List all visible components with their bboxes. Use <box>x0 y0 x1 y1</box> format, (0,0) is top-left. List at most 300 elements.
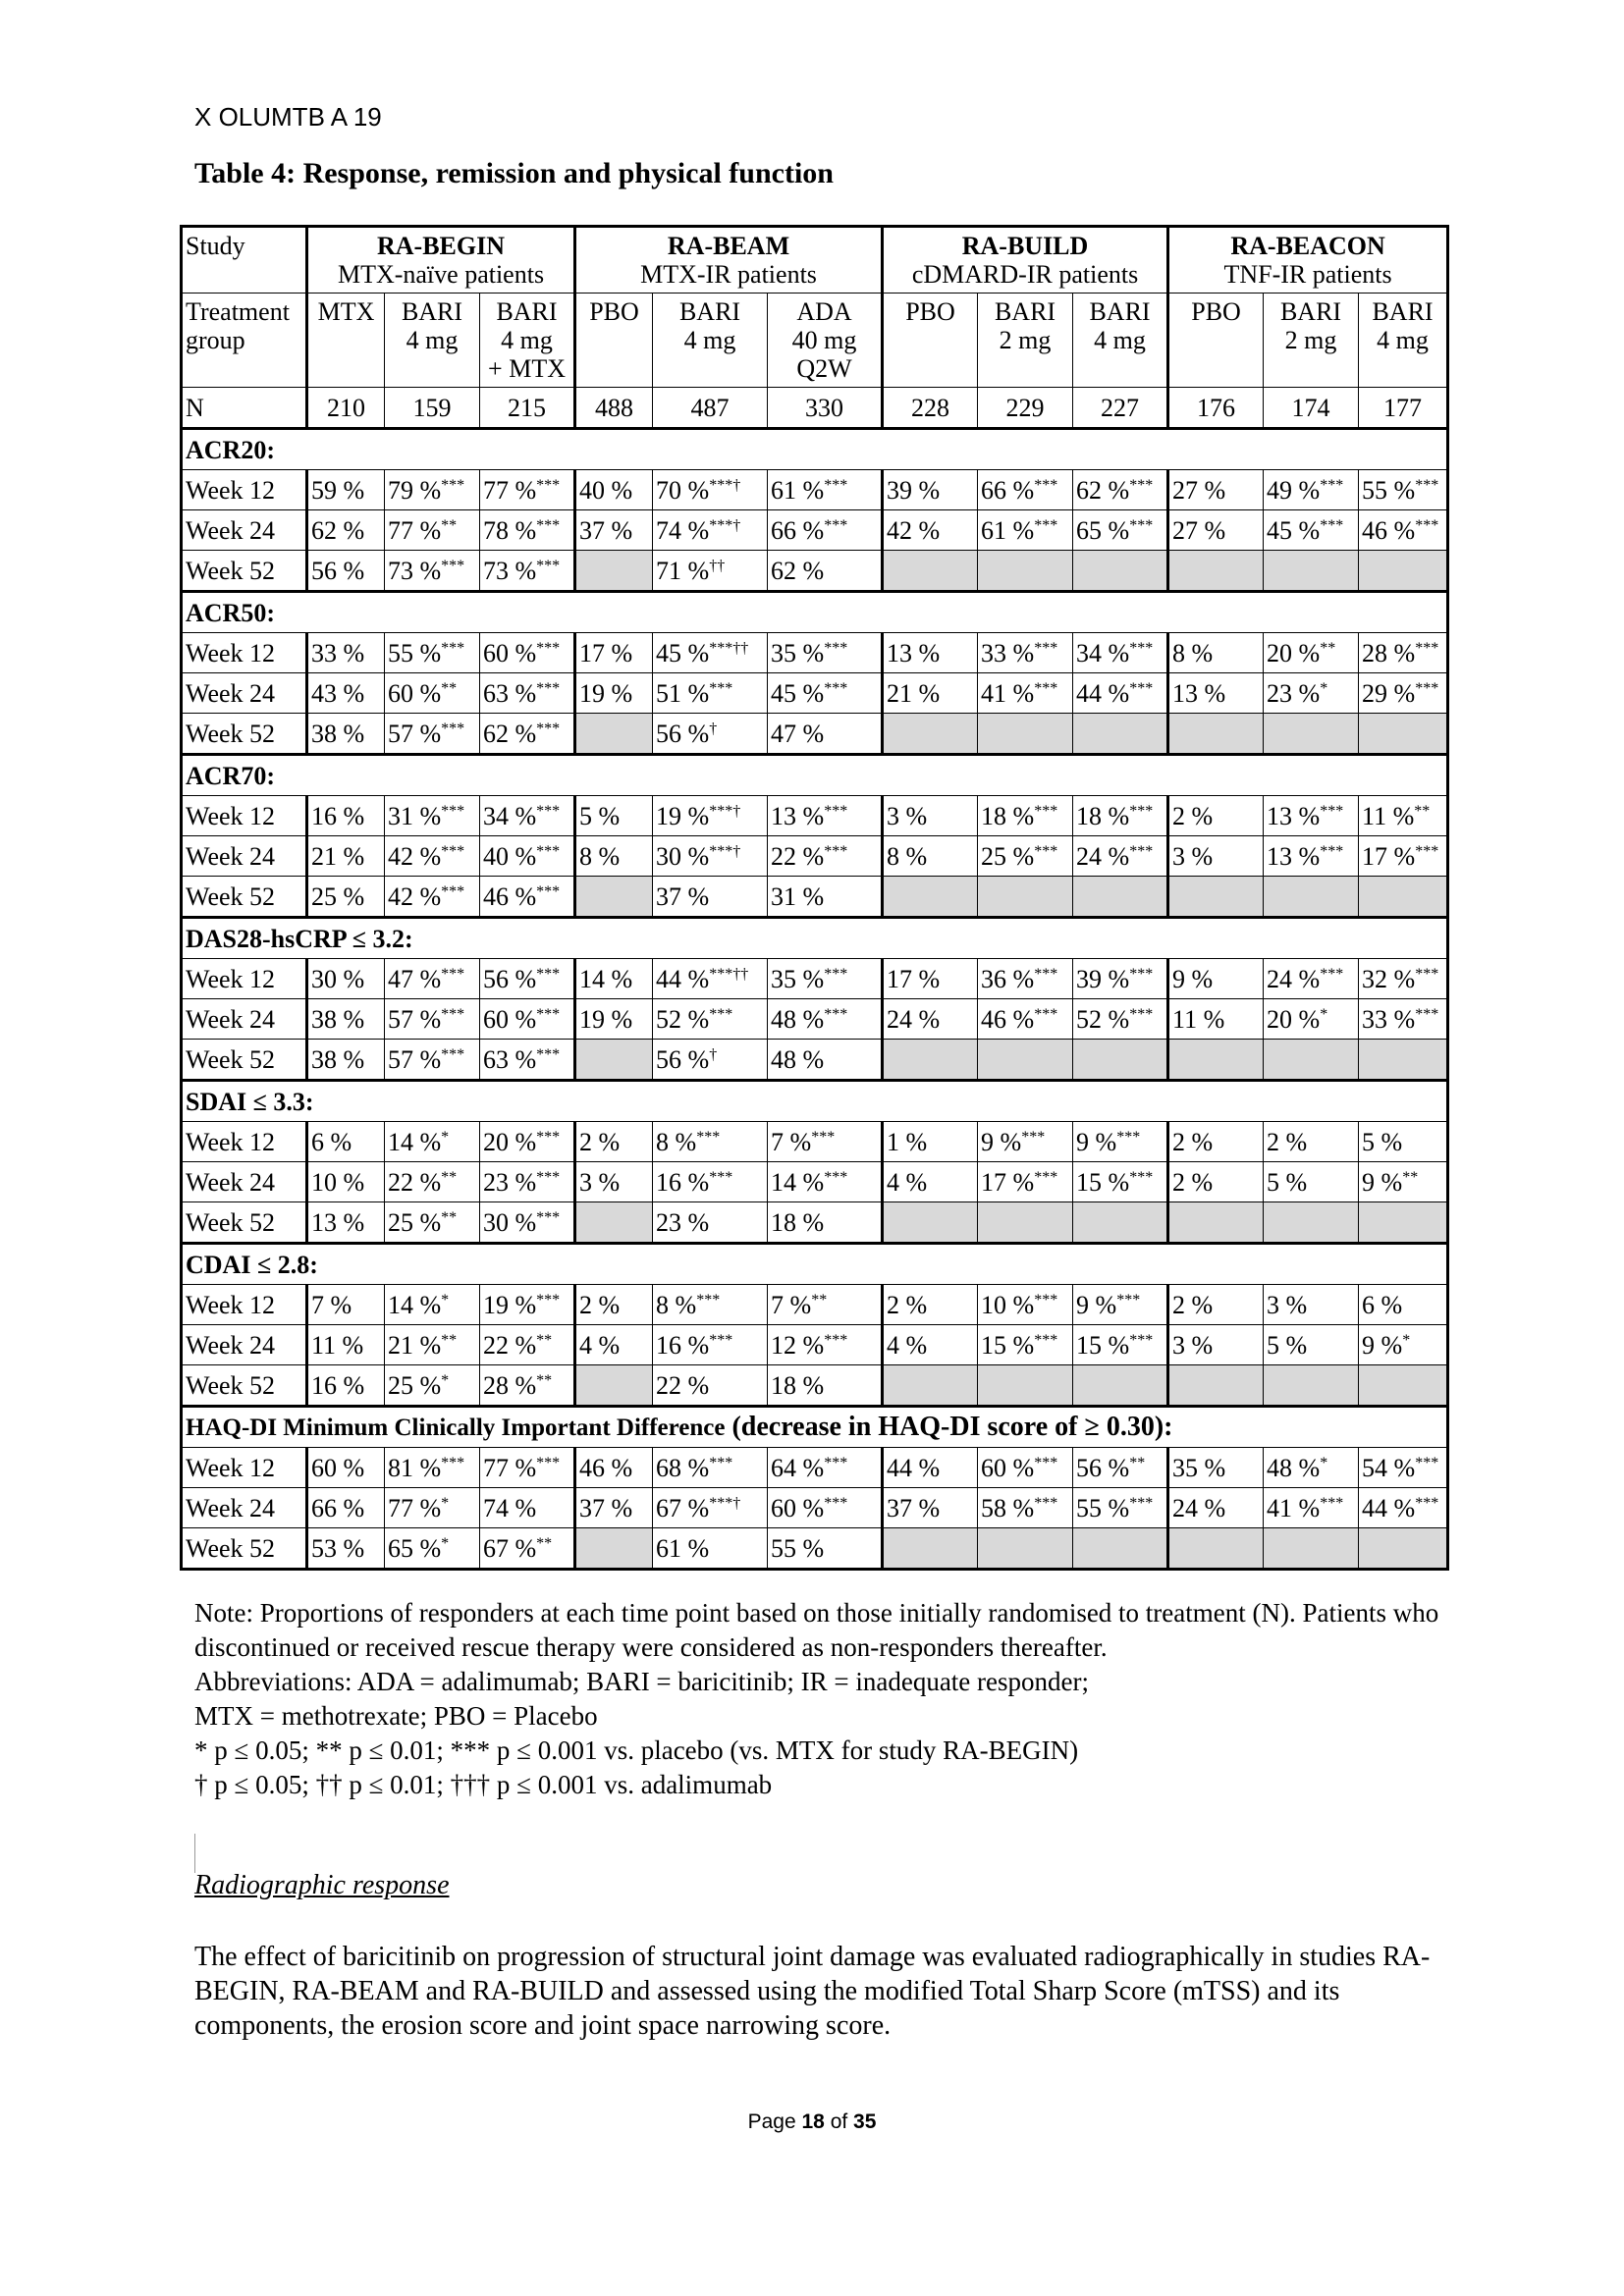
value-text: 14 % <box>579 964 633 993</box>
value-cell <box>768 1040 883 1081</box>
value-cell <box>883 796 978 836</box>
value-cell <box>575 1162 653 1202</box>
value-cell <box>480 470 575 510</box>
value-cell <box>480 877 575 918</box>
value-cell <box>1264 633 1359 673</box>
significance-marker: * <box>1320 1005 1328 1023</box>
value-text: 24 % <box>1267 964 1321 993</box>
value-text: 57 % <box>388 719 442 748</box>
significance-marker: ***† <box>709 516 741 534</box>
value-text: 66 % <box>771 515 825 545</box>
value-text: 73 % <box>388 556 442 585</box>
value-text: 37 % <box>887 1493 941 1522</box>
value-text: 55 % <box>1076 1493 1130 1522</box>
significance-marker: *** <box>1034 1291 1058 1308</box>
data-row <box>182 673 1448 714</box>
value-text: 13 % <box>1267 801 1321 830</box>
study-name: RA-BUILD <box>961 232 1089 260</box>
value-cell <box>307 1528 385 1570</box>
value-text: 19 % <box>579 678 633 708</box>
empty-cell <box>1073 877 1168 918</box>
significance-marker: *** <box>1129 679 1154 697</box>
value-text: 64 % <box>771 1453 825 1482</box>
data-row <box>182 1365 1448 1407</box>
footer-page-number: 18 <box>801 2110 825 2133</box>
significance-marker: *** <box>824 1331 848 1349</box>
value-cell <box>1168 1162 1264 1202</box>
value-cell <box>575 510 653 551</box>
significance-marker: * <box>441 1534 450 1552</box>
empty-cell <box>883 1528 978 1570</box>
value-text: 16 % <box>656 1167 710 1197</box>
n-value: 228 <box>883 388 978 429</box>
significance-marker: *** <box>536 639 561 657</box>
significance-marker: *** <box>536 882 561 900</box>
significance-marker: *** <box>441 1005 465 1023</box>
value-text: 36 % <box>981 964 1035 993</box>
value-cell <box>385 633 480 673</box>
significance-marker: *** <box>1415 639 1439 657</box>
value-cell <box>307 836 385 877</box>
value-text: 8 % <box>887 841 928 871</box>
empty-cell <box>1264 1528 1359 1570</box>
treatment-line: Q2W <box>796 354 852 383</box>
value-cell <box>1073 1448 1168 1488</box>
significance-marker: *** <box>536 516 561 534</box>
value-text: 54 % <box>1362 1453 1416 1482</box>
significance-marker: *** <box>536 1005 561 1023</box>
value-cell <box>768 673 883 714</box>
data-row <box>182 510 1448 551</box>
value-text: 62 % <box>311 515 365 545</box>
note-significance-placebo: * p ≤ 0.05; ** p ≤ 0.01; *** p ≤ 0.001 vs. placebo (vs. MTX for study RA-BEGIN) <box>194 1735 1079 1765</box>
study-header-cell <box>883 227 1168 294</box>
value-text: 77 % <box>388 1493 442 1522</box>
value-text: 8 % <box>1172 638 1214 667</box>
section-header-row <box>182 592 1448 633</box>
value-cell <box>883 470 978 510</box>
significance-marker: *** <box>1034 802 1058 820</box>
empty-cell <box>1359 551 1448 592</box>
empty-cell <box>978 1040 1073 1081</box>
value-cell <box>1264 1122 1359 1162</box>
significance-marker: *** <box>1034 965 1058 983</box>
empty-cell <box>1264 551 1359 592</box>
treatment-line: 2 mg <box>1284 326 1337 354</box>
section-title <box>182 1407 1448 1448</box>
significance-marker: † <box>709 720 718 737</box>
value-cell <box>480 1040 575 1081</box>
value-text: 15 % <box>1076 1167 1130 1197</box>
significance-marker: ***† <box>709 476 741 494</box>
significance-marker: ** <box>441 1208 458 1226</box>
value-cell <box>575 1325 653 1365</box>
value-text: 9 % <box>1076 1127 1117 1156</box>
significance-marker: * <box>1320 1454 1328 1471</box>
value-cell <box>385 673 480 714</box>
treatment-line: MTX <box>317 297 375 326</box>
empty-cell <box>1073 1040 1168 1081</box>
value-cell <box>1264 1488 1359 1528</box>
value-cell <box>768 1448 883 1488</box>
row-label: Week 24 <box>182 999 307 1040</box>
value-text: 1 % <box>887 1127 928 1156</box>
value-cell <box>883 999 978 1040</box>
value-cell <box>1359 959 1448 999</box>
value-text: 62 % <box>771 556 825 585</box>
treatment-cell <box>1359 294 1448 388</box>
value-cell <box>768 510 883 551</box>
value-text: 5 % <box>579 801 621 830</box>
row-label: Week 12 <box>182 633 307 673</box>
value-cell <box>768 1325 883 1365</box>
data-row <box>182 470 1448 510</box>
significance-marker: *** <box>696 1291 721 1308</box>
value-text: 42 % <box>388 841 442 871</box>
value-text: 51 % <box>656 678 710 708</box>
value-text: 15 % <box>981 1330 1035 1360</box>
value-cell <box>307 1488 385 1528</box>
value-text: 24 % <box>1076 841 1130 871</box>
value-text: 2 % <box>1172 801 1214 830</box>
value-cell <box>1264 999 1359 1040</box>
value-text: 14 % <box>771 1167 825 1197</box>
data-row <box>182 836 1448 877</box>
value-text: 60 % <box>483 1004 537 1034</box>
empty-cell <box>1264 714 1359 755</box>
row-label: Week 24 <box>182 836 307 877</box>
value-cell <box>575 959 653 999</box>
value-cell <box>883 836 978 877</box>
treatment-line: + MTX <box>488 354 566 383</box>
value-cell <box>883 1325 978 1365</box>
value-text: 24 % <box>1172 1493 1226 1522</box>
value-text: 8 % <box>656 1127 697 1156</box>
value-cell <box>575 633 653 673</box>
significance-marker: *** <box>441 842 465 860</box>
value-text: 18 % <box>771 1370 825 1400</box>
row-label: Week 52 <box>182 877 307 918</box>
significance-marker: *** <box>1129 842 1154 860</box>
significance-marker: ** <box>441 679 458 697</box>
value-cell <box>653 1122 768 1162</box>
value-cell <box>768 1162 883 1202</box>
value-cell <box>307 959 385 999</box>
note-significance-adalimumab: † p ≤ 0.05; †† p ≤ 0.01; ††† p ≤ 0.001 vs. adalimumab <box>194 1770 773 1799</box>
significance-marker: *** <box>536 842 561 860</box>
value-text: 27 % <box>1172 475 1226 505</box>
value-cell <box>385 551 480 592</box>
value-text: 77 % <box>483 475 537 505</box>
empty-cell <box>575 1202 653 1244</box>
value-cell <box>575 836 653 877</box>
row-label: Week 12 <box>182 1285 307 1325</box>
value-text: 45 % <box>656 638 710 667</box>
value-cell <box>1073 959 1168 999</box>
value-cell <box>307 999 385 1040</box>
treatment-cell <box>978 294 1073 388</box>
significance-marker: *** <box>1034 842 1058 860</box>
significance-marker: *** <box>1415 1454 1439 1471</box>
empty-cell <box>1073 1202 1168 1244</box>
value-text: 6 % <box>311 1127 352 1156</box>
value-text: 62 % <box>1076 475 1130 505</box>
significance-marker: *** <box>811 1128 836 1146</box>
significance-marker: *** <box>696 1128 721 1146</box>
section-header-row <box>182 429 1448 470</box>
section-title-text: HAQ-DI Minimum Clinically Important Difference <box>186 1415 726 1441</box>
significance-marker: ***† <box>709 1494 741 1512</box>
section-title <box>182 755 1448 796</box>
treatment-cell <box>768 294 883 388</box>
row-label: Week 24 <box>182 1162 307 1202</box>
significance-marker: *** <box>824 802 848 820</box>
value-cell <box>480 1448 575 1488</box>
significance-marker: *** <box>441 802 465 820</box>
significance-marker: *** <box>1415 842 1439 860</box>
value-cell <box>653 1448 768 1488</box>
section-header-row <box>182 1081 1448 1122</box>
value-text: 49 % <box>1267 475 1321 505</box>
value-text: 9 % <box>1362 1330 1403 1360</box>
significance-marker: *** <box>1021 1128 1046 1146</box>
value-text: 35 % <box>771 638 825 667</box>
value-text: 55 % <box>388 638 442 667</box>
data-row <box>182 1285 1448 1325</box>
significance-marker: ** <box>1129 1454 1146 1471</box>
empty-cell <box>1264 1040 1359 1081</box>
value-text: 34 % <box>1076 638 1130 667</box>
value-cell <box>307 1122 385 1162</box>
value-cell <box>307 510 385 551</box>
value-cell <box>575 796 653 836</box>
empty-cell <box>1168 1365 1264 1407</box>
significance-marker: *** <box>536 720 561 737</box>
value-text: 44 % <box>1076 678 1130 708</box>
value-cell <box>978 673 1073 714</box>
significance-marker: ***†† <box>709 965 749 983</box>
value-cell <box>653 836 768 877</box>
n-value: 487 <box>653 388 768 429</box>
value-text: 30 % <box>311 964 365 993</box>
n-value: 210 <box>307 388 385 429</box>
significance-marker: *** <box>824 476 848 494</box>
empty-cell <box>1264 1365 1359 1407</box>
significance-marker: *** <box>441 476 465 494</box>
row-label: Week 24 <box>182 510 307 551</box>
row-label: Week 12 <box>182 1448 307 1488</box>
value-cell <box>385 1122 480 1162</box>
empty-cell <box>1359 877 1448 918</box>
value-text: 37 % <box>656 881 710 911</box>
section-header-row <box>182 1244 1448 1285</box>
section-title-text: ACR70: <box>186 761 275 790</box>
value-text: 7 % <box>771 1290 812 1319</box>
value-text: 44 % <box>656 964 710 993</box>
value-cell <box>385 1488 480 1528</box>
value-cell <box>480 1122 575 1162</box>
row-label: Week 24 <box>182 673 307 714</box>
value-text: 15 % <box>1076 1330 1130 1360</box>
value-cell <box>307 551 385 592</box>
row-label: Week 12 <box>182 796 307 836</box>
value-text: 46 % <box>1362 515 1416 545</box>
value-cell <box>978 836 1073 877</box>
treatment-cell <box>385 294 480 388</box>
treatment-line: 2 mg <box>999 326 1052 354</box>
note-abbreviations: Abbreviations: ADA = adalimumab; BARI = baricitinib; IR = inadequate responder; <box>194 1667 1089 1696</box>
value-text: 33 % <box>311 638 365 667</box>
significance-marker: ** <box>441 1168 458 1186</box>
value-text: 28 % <box>483 1370 537 1400</box>
n-value: 227 <box>1073 388 1168 429</box>
significance-marker: ** <box>441 516 458 534</box>
results-table <box>180 225 1449 1571</box>
study-header-row <box>182 227 1448 294</box>
significance-marker: *** <box>441 557 465 574</box>
study-population: cDMARD-IR patients <box>911 260 1139 289</box>
value-cell <box>480 1285 575 1325</box>
value-text: 74 % <box>483 1493 537 1522</box>
empty-cell <box>575 551 653 592</box>
value-cell <box>653 470 768 510</box>
value-text: 2 % <box>1172 1127 1214 1156</box>
value-cell <box>1073 510 1168 551</box>
value-text: 18 % <box>1076 801 1130 830</box>
value-cell <box>653 1040 768 1081</box>
value-text: 60 % <box>771 1493 825 1522</box>
significance-marker: *** <box>824 1005 848 1023</box>
value-cell <box>385 836 480 877</box>
value-text: 67 % <box>483 1533 537 1563</box>
section-title <box>182 918 1448 959</box>
value-text: 38 % <box>311 719 365 748</box>
significance-marker: *** <box>441 1454 465 1471</box>
data-row <box>182 633 1448 673</box>
value-cell <box>307 1325 385 1365</box>
value-text: 55 % <box>771 1533 825 1563</box>
n-value: 488 <box>575 388 653 429</box>
value-cell <box>575 1122 653 1162</box>
treatment-label-line: group <box>186 326 245 354</box>
value-cell <box>1168 836 1264 877</box>
value-text: 13 % <box>1172 678 1226 708</box>
empty-cell <box>1073 1528 1168 1570</box>
treatment-line: PBO <box>1191 297 1241 326</box>
significance-marker: *** <box>1415 1494 1439 1512</box>
value-cell <box>385 1528 480 1570</box>
value-text: 3 % <box>887 801 928 830</box>
empty-cell <box>883 1202 978 1244</box>
section-title-text: ACR20: <box>186 435 275 464</box>
significance-marker: *** <box>536 557 561 574</box>
value-text: 9 % <box>1362 1167 1403 1197</box>
empty-cell <box>883 714 978 755</box>
value-cell <box>385 510 480 551</box>
value-cell <box>1168 1325 1264 1365</box>
value-cell <box>653 714 768 755</box>
value-text: 60 % <box>483 638 537 667</box>
value-cell <box>1359 1162 1448 1202</box>
significance-marker: *** <box>441 1045 465 1063</box>
value-cell <box>480 836 575 877</box>
value-cell <box>480 999 575 1040</box>
value-text: 19 % <box>579 1004 633 1034</box>
value-text: 38 % <box>311 1004 365 1034</box>
value-text: 30 % <box>483 1207 537 1237</box>
value-cell <box>307 1202 385 1244</box>
value-cell <box>653 1528 768 1570</box>
significance-marker: * <box>1320 679 1328 697</box>
value-cell <box>385 959 480 999</box>
value-text: 17 % <box>579 638 633 667</box>
value-text: 13 % <box>771 801 825 830</box>
value-text: 56 % <box>1076 1453 1130 1482</box>
value-cell <box>883 510 978 551</box>
significance-marker: *** <box>1116 1291 1141 1308</box>
value-text: 53 % <box>311 1533 365 1563</box>
significance-marker: *** <box>536 679 561 697</box>
significance-marker: *** <box>1129 1168 1154 1186</box>
value-text: 3 % <box>1172 1330 1214 1360</box>
value-text: 58 % <box>981 1493 1035 1522</box>
value-text: 24 % <box>887 1004 941 1034</box>
study-header-cell <box>307 227 575 294</box>
value-cell <box>385 1325 480 1365</box>
value-text: 17 % <box>981 1167 1035 1197</box>
study-population: MTX-naïve patients <box>337 260 545 289</box>
value-cell <box>385 1365 480 1407</box>
value-cell <box>307 1365 385 1407</box>
value-text: 2 % <box>1172 1167 1214 1197</box>
value-cell <box>653 1488 768 1528</box>
treatment-line: BARI <box>401 297 463 326</box>
value-text: 25 % <box>388 1207 442 1237</box>
treatment-cell <box>653 294 768 388</box>
value-text: 11 % <box>1172 1004 1225 1034</box>
significance-marker: *** <box>1320 1494 1344 1512</box>
value-text: 41 % <box>981 678 1035 708</box>
value-text: 29 % <box>1362 678 1416 708</box>
n-label: N <box>182 388 307 429</box>
value-text: 40 % <box>579 475 633 505</box>
row-label: Week 12 <box>182 959 307 999</box>
value-text: 33 % <box>1362 1004 1416 1034</box>
value-cell <box>1073 836 1168 877</box>
value-cell <box>385 999 480 1040</box>
value-cell <box>978 510 1073 551</box>
study-name: RA-BEACON <box>1230 232 1385 260</box>
value-text: 52 % <box>1076 1004 1130 1034</box>
row-label: Week 12 <box>182 470 307 510</box>
empty-cell <box>1359 714 1448 755</box>
value-text: 23 % <box>656 1207 710 1237</box>
value-text: 17 % <box>1362 841 1416 871</box>
empty-cell <box>575 1365 653 1407</box>
value-text: 81 % <box>388 1453 442 1482</box>
value-cell <box>575 470 653 510</box>
value-text: 56 % <box>656 719 710 748</box>
value-cell <box>1073 999 1168 1040</box>
value-cell <box>480 510 575 551</box>
significance-marker: * <box>441 1494 450 1512</box>
value-text: 4 % <box>579 1330 621 1360</box>
data-row <box>182 1040 1448 1081</box>
value-text: 22 % <box>483 1330 537 1360</box>
value-cell <box>1073 1325 1168 1365</box>
value-text: 20 % <box>483 1127 537 1156</box>
value-cell <box>768 714 883 755</box>
